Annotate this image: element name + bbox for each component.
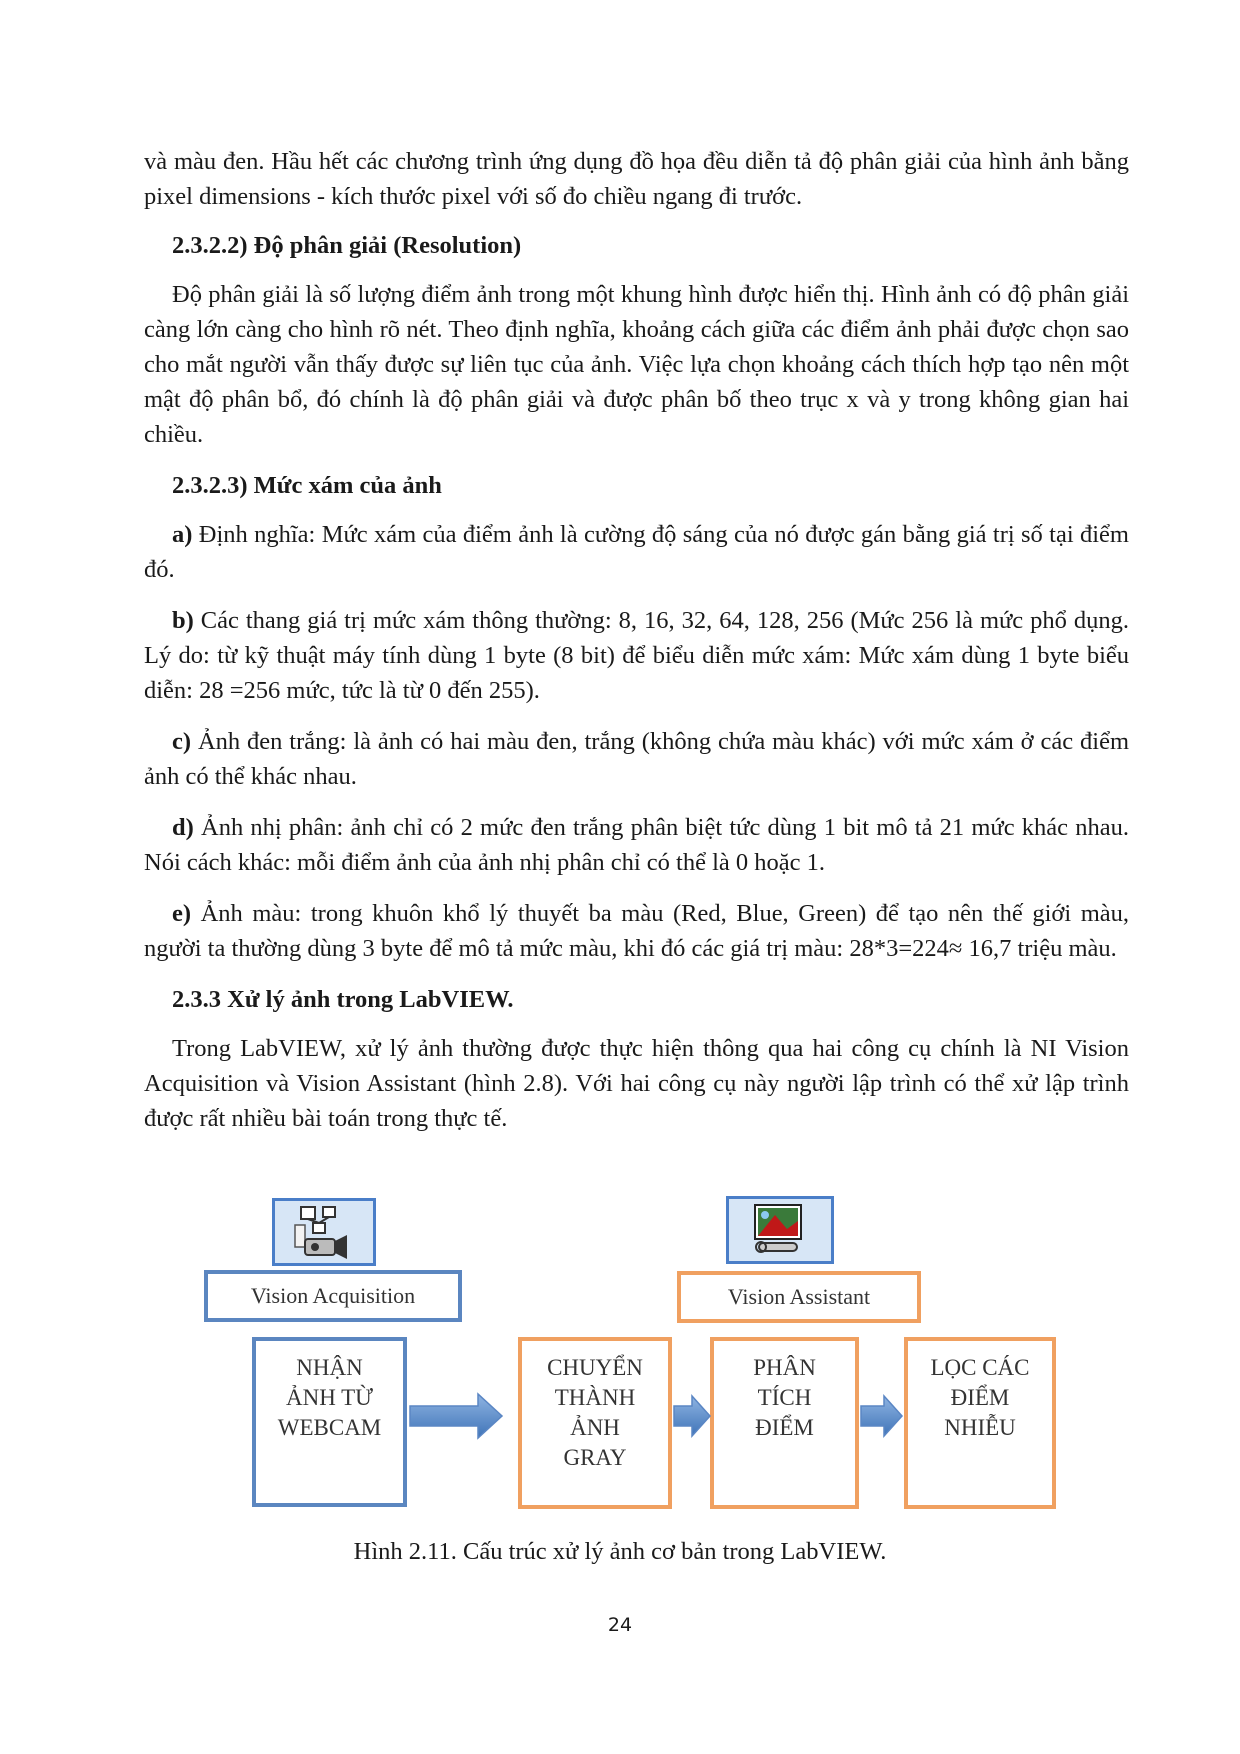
heading-gray-level: 2.3.2.3) Mức xám của ảnh (172, 472, 442, 499)
item-label: b) (172, 607, 194, 634)
heading-labview: 2.3.3 Xử lý ảnh trong LabVIEW. (172, 986, 514, 1013)
item-text: Các thang giá trị mức xám thông thường: 8, 16, 32, 64, 128, 256 (Mức 256 là mức phổ dụng. Lý do: từ kỹ thuật máy tính dùng 1 byte (8 bit) để biểu diễn mức xám: Mức xám dùng 1 byte biểu diễn: 28 =256 mức, tức là từ 0 đến 255). (144, 607, 1129, 704)
step-analyze-points: PHÂN TÍCH ĐIỂM (710, 1337, 859, 1509)
item-label: d) (172, 814, 194, 841)
item-label: c) (172, 728, 192, 755)
item-text: Định nghĩa: Mức xám của điểm ảnh là cường độ sáng của nó được gán bằng giá trị số tại điểm đó. (144, 521, 1129, 583)
heading-resolution: 2.3.2.2) Độ phân giải (Resolution) (172, 232, 522, 259)
item-label: e) (172, 900, 192, 927)
item-text: Ảnh màu: trong khuôn khổ lý thuyết ba màu (Red, Blue, Green) để tạo nên thế giới màu, người ta thường dùng 3 byte để mô tả mức màu, khi đó các giá trị màu: 28*3=224≈ 16,7 triệu màu. (144, 900, 1129, 962)
item-text: Ảnh đen trắng: là ảnh có hai màu đen, trắng (không chứa màu khác) với mức xám ở các điểm ảnh có thể khác nhau. (144, 728, 1129, 790)
item-label: a) (172, 521, 193, 548)
paragraph-intro: và màu đen. Hầu hết các chương trình ứng dụng đồ họa đều diễn tả độ phân giải của hình ảnh bằng pixel dimensions - kích thước pixel với số đo chiều ngang đi trước. (144, 148, 1129, 210)
step-capture-webcam: NHẬN ẢNH TỪ WEBCAM (252, 1337, 407, 1507)
step-filter-noise: LỌC CÁC ĐIỂM NHIỄU (904, 1337, 1056, 1509)
figure-caption: Hình 2.11. Cấu trúc xử lý ảnh cơ bản trong LabVIEW. (353, 1538, 887, 1565)
paragraph-labview: Trong LabVIEW, xử lý ảnh thường được thực hiện thông qua hai công cụ chính là NI Vision Acquisition và Vision Assistant (hình 2.8). Với hai công cụ này người lập trình có thể xử lập trình được rất nhiều bài toán trong thực tế. (144, 1035, 1129, 1132)
paragraph-resolution: Độ phân giải là số lượng điểm ảnh trong một khung hình được hiển thị. Hình ảnh có độ phân giải càng lớn càng cho hình rõ nét. Theo định nghĩa, khoảng cách giữa các điểm ảnh phải được chọn sao cho mắt người vẫn thấy được sự liên tục của ảnh. Việc lựa chọn khoảng cách thích hợp tạo nên một mật độ phân bổ, đó chính là độ phân giải và được phân bố theo trục x và y trong không gian hai chiều. (144, 281, 1129, 448)
arrow-right-icon (861, 1396, 902, 1436)
page-number: 24 (607, 1614, 633, 1636)
vision-acquisition-label: Vision Acquisition (204, 1270, 462, 1322)
arrow-right-icon (410, 1394, 502, 1438)
item-text: Ảnh nhị phân: ảnh chỉ có 2 mức đen trắng phân biệt tức dùng 1 bit mô tả 21 mức khác nhau. Nói cách khác: mỗi điểm ảnh của ảnh nhị phân chỉ có thể là 0 hoặc 1. (144, 814, 1129, 876)
arrow-right-icon (674, 1396, 710, 1436)
vision-assistant-label: Vision Assistant (677, 1271, 921, 1323)
step-convert-gray: CHUYỂN THÀNH ẢNH GRAY (518, 1337, 672, 1509)
